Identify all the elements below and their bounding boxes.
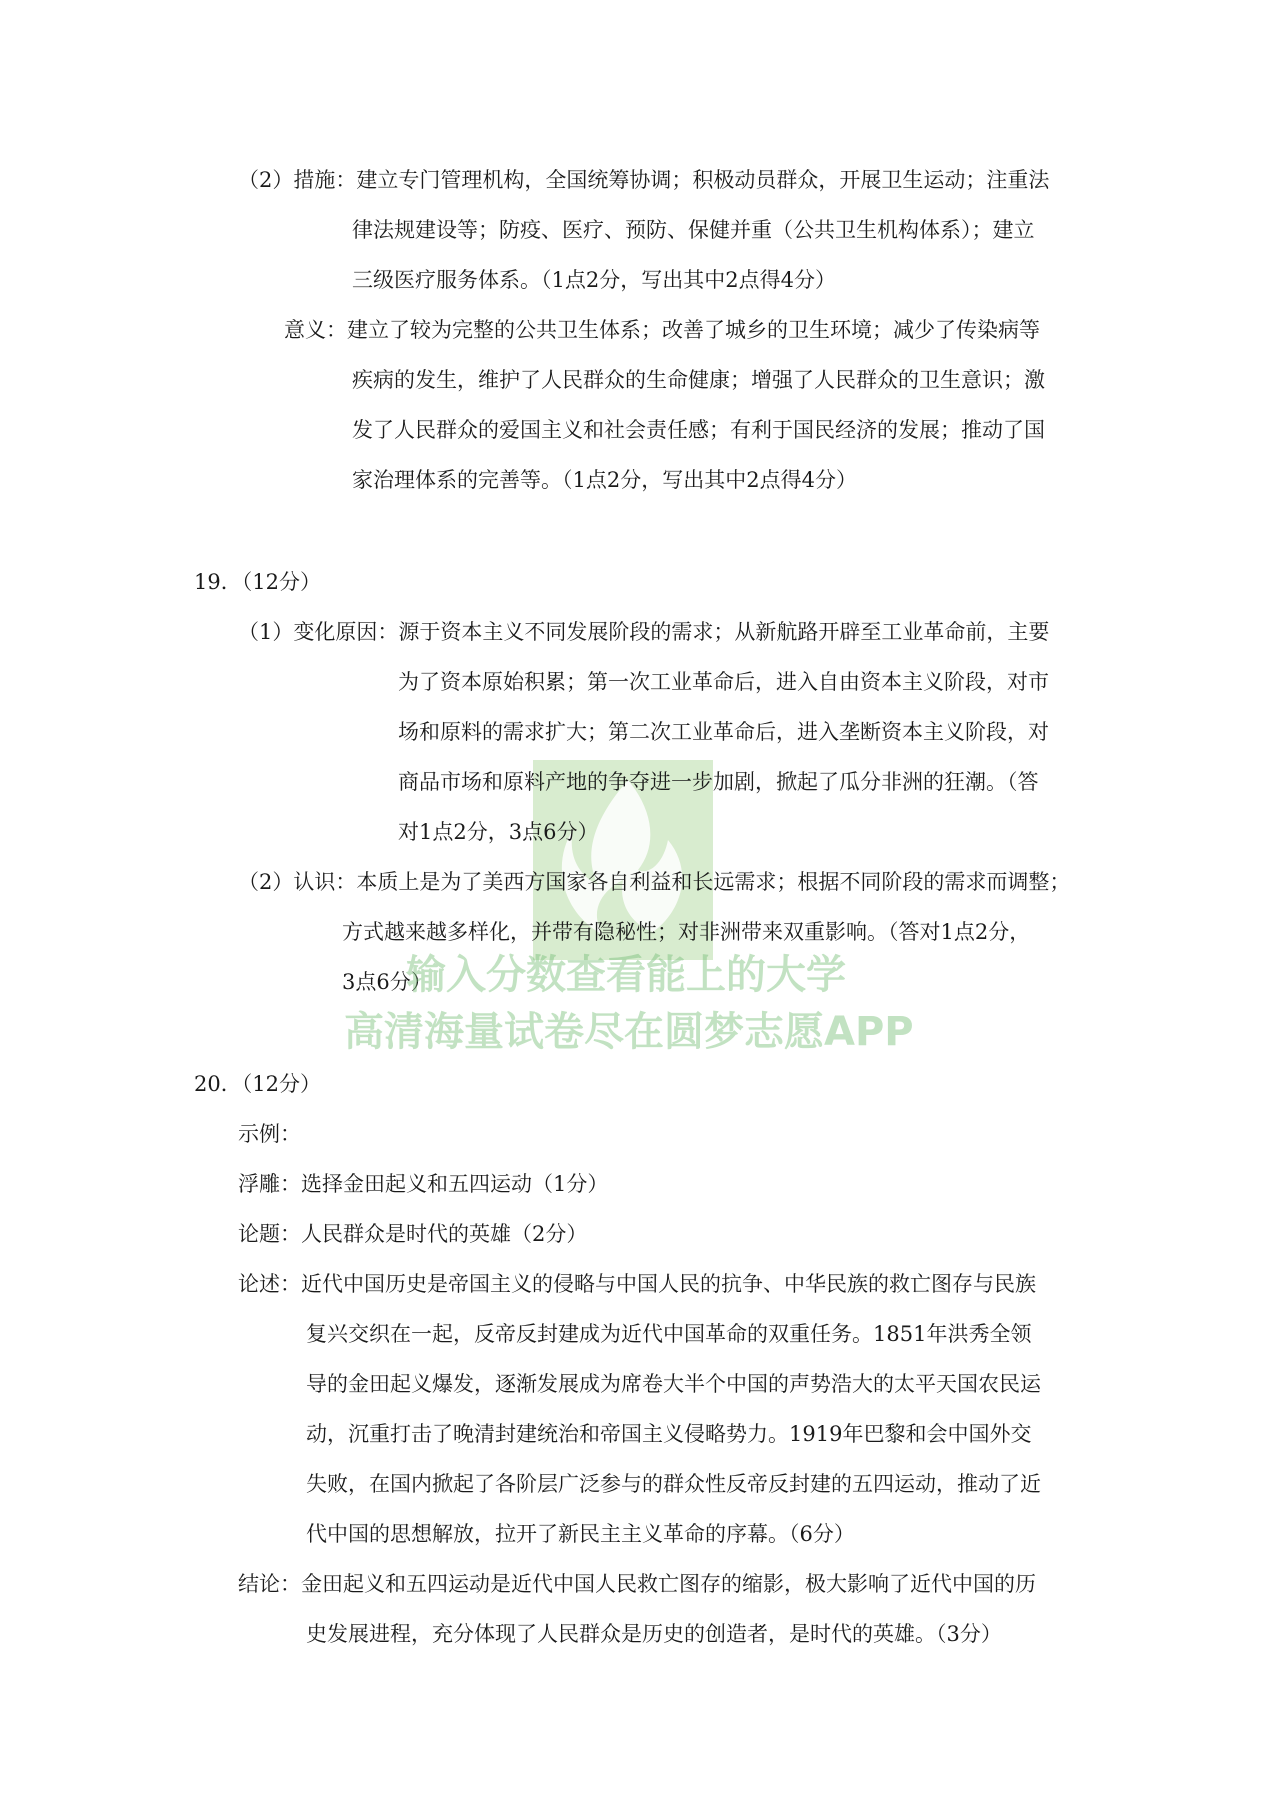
watermark-text-line-1: 输入分数查看能上的大学 bbox=[406, 952, 846, 998]
text-line: 3点6分） bbox=[342, 970, 432, 994]
text-line: （1）变化原因：源于资本主义不同发展阶段的需求；从新航路开辟至工业革命前，主要 bbox=[238, 620, 1050, 644]
text-line: 复兴交织在一起，反帝反封建成为近代中国革命的双重任务。1851年洪秀全领 bbox=[306, 1322, 1032, 1346]
text-line: （2）认识：本质上是为了美西方国家各自利益和长远需求；根据不同阶段的需求而调整； bbox=[238, 870, 1071, 894]
text-line: 为了资本原始积累；第一次工业革命后，进入自由资本主义阶段，对市 bbox=[398, 670, 1049, 694]
text-line: 三级医疗服务体系。（1点2分，写出其中2点得4分） bbox=[352, 268, 836, 292]
text-line: 律法规建设等；防疫、医疗、预防、保健并重（公共卫生机构体系）；建立 bbox=[352, 218, 1035, 242]
text-line: 方式越来越多样化，并带有隐秘性；对非洲带来双重影响。（答对1点2分， bbox=[342, 920, 1031, 944]
text-line: 商品市场和原料产地的争夺进一步加剧，掀起了瓜分非洲的狂潮。（答 bbox=[398, 770, 1039, 794]
text-line: 疾病的发生，维护了人民群众的生命健康；增强了人民群众的卫生意识；激 bbox=[352, 368, 1045, 392]
text-line: 代中国的思想解放，拉开了新民主主义革命的序幕。（6分） bbox=[306, 1522, 855, 1546]
text-line: 浮雕：选择金田起义和五四运动（1分） bbox=[238, 1172, 609, 1196]
text-line: （2）措施：建立专门管理机构，全国统筹协调；积极动员群众，开展卫生运动；注重法 bbox=[238, 168, 1050, 192]
text-line: 对1点2分，3点6分） bbox=[398, 820, 599, 844]
text-line: 导的金田起义爆发，逐渐发展成为席卷大半个中国的声势浩大的太平天国农民运 bbox=[306, 1372, 1041, 1396]
text-line: 发了人民群众的爱国主义和社会责任感；有利于国民经济的发展；推动了国 bbox=[352, 418, 1045, 442]
watermark-text-line-2: 高清海量试卷尽在圆梦志愿APP bbox=[344, 1009, 914, 1055]
text-line: 史发展进程，充分体现了人民群众是历史的创造者，是时代的英雄。（3分） bbox=[306, 1622, 1002, 1646]
text-line: 结论：金田起义和五四运动是近代中国人民救亡图存的缩影，极大影响了近代中国的历 bbox=[238, 1572, 1036, 1596]
text-line: 论述：近代中国历史是帝国主义的侵略与中国人民的抗争、中华民族的救亡图存与民族 bbox=[238, 1272, 1036, 1296]
text-line: 示例： bbox=[238, 1122, 301, 1146]
text-line: 动，沉重打击了晚清封建统治和帝国主义侵略势力。1919年巴黎和会中国外交 bbox=[306, 1422, 1032, 1446]
text-line: 意义：建立了较为完整的公共卫生体系；改善了城乡的卫生环境；减少了传染病等 bbox=[284, 318, 1040, 342]
text-line: 失败，在国内掀起了各阶层广泛参与的群众性反帝反封建的五四运动，推动了近 bbox=[306, 1472, 1041, 1496]
text-line: 论题：人民群众是时代的英雄（2分） bbox=[238, 1222, 588, 1246]
question-heading: 20．（12分） bbox=[194, 1072, 321, 1096]
text-line: 家治理体系的完善等。（1点2分，写出其中2点得4分） bbox=[352, 468, 857, 492]
question-heading: 19．（12分） bbox=[194, 570, 321, 594]
text-line: 场和原料的需求扩大；第二次工业革命后，进入垄断资本主义阶段，对 bbox=[398, 720, 1049, 744]
